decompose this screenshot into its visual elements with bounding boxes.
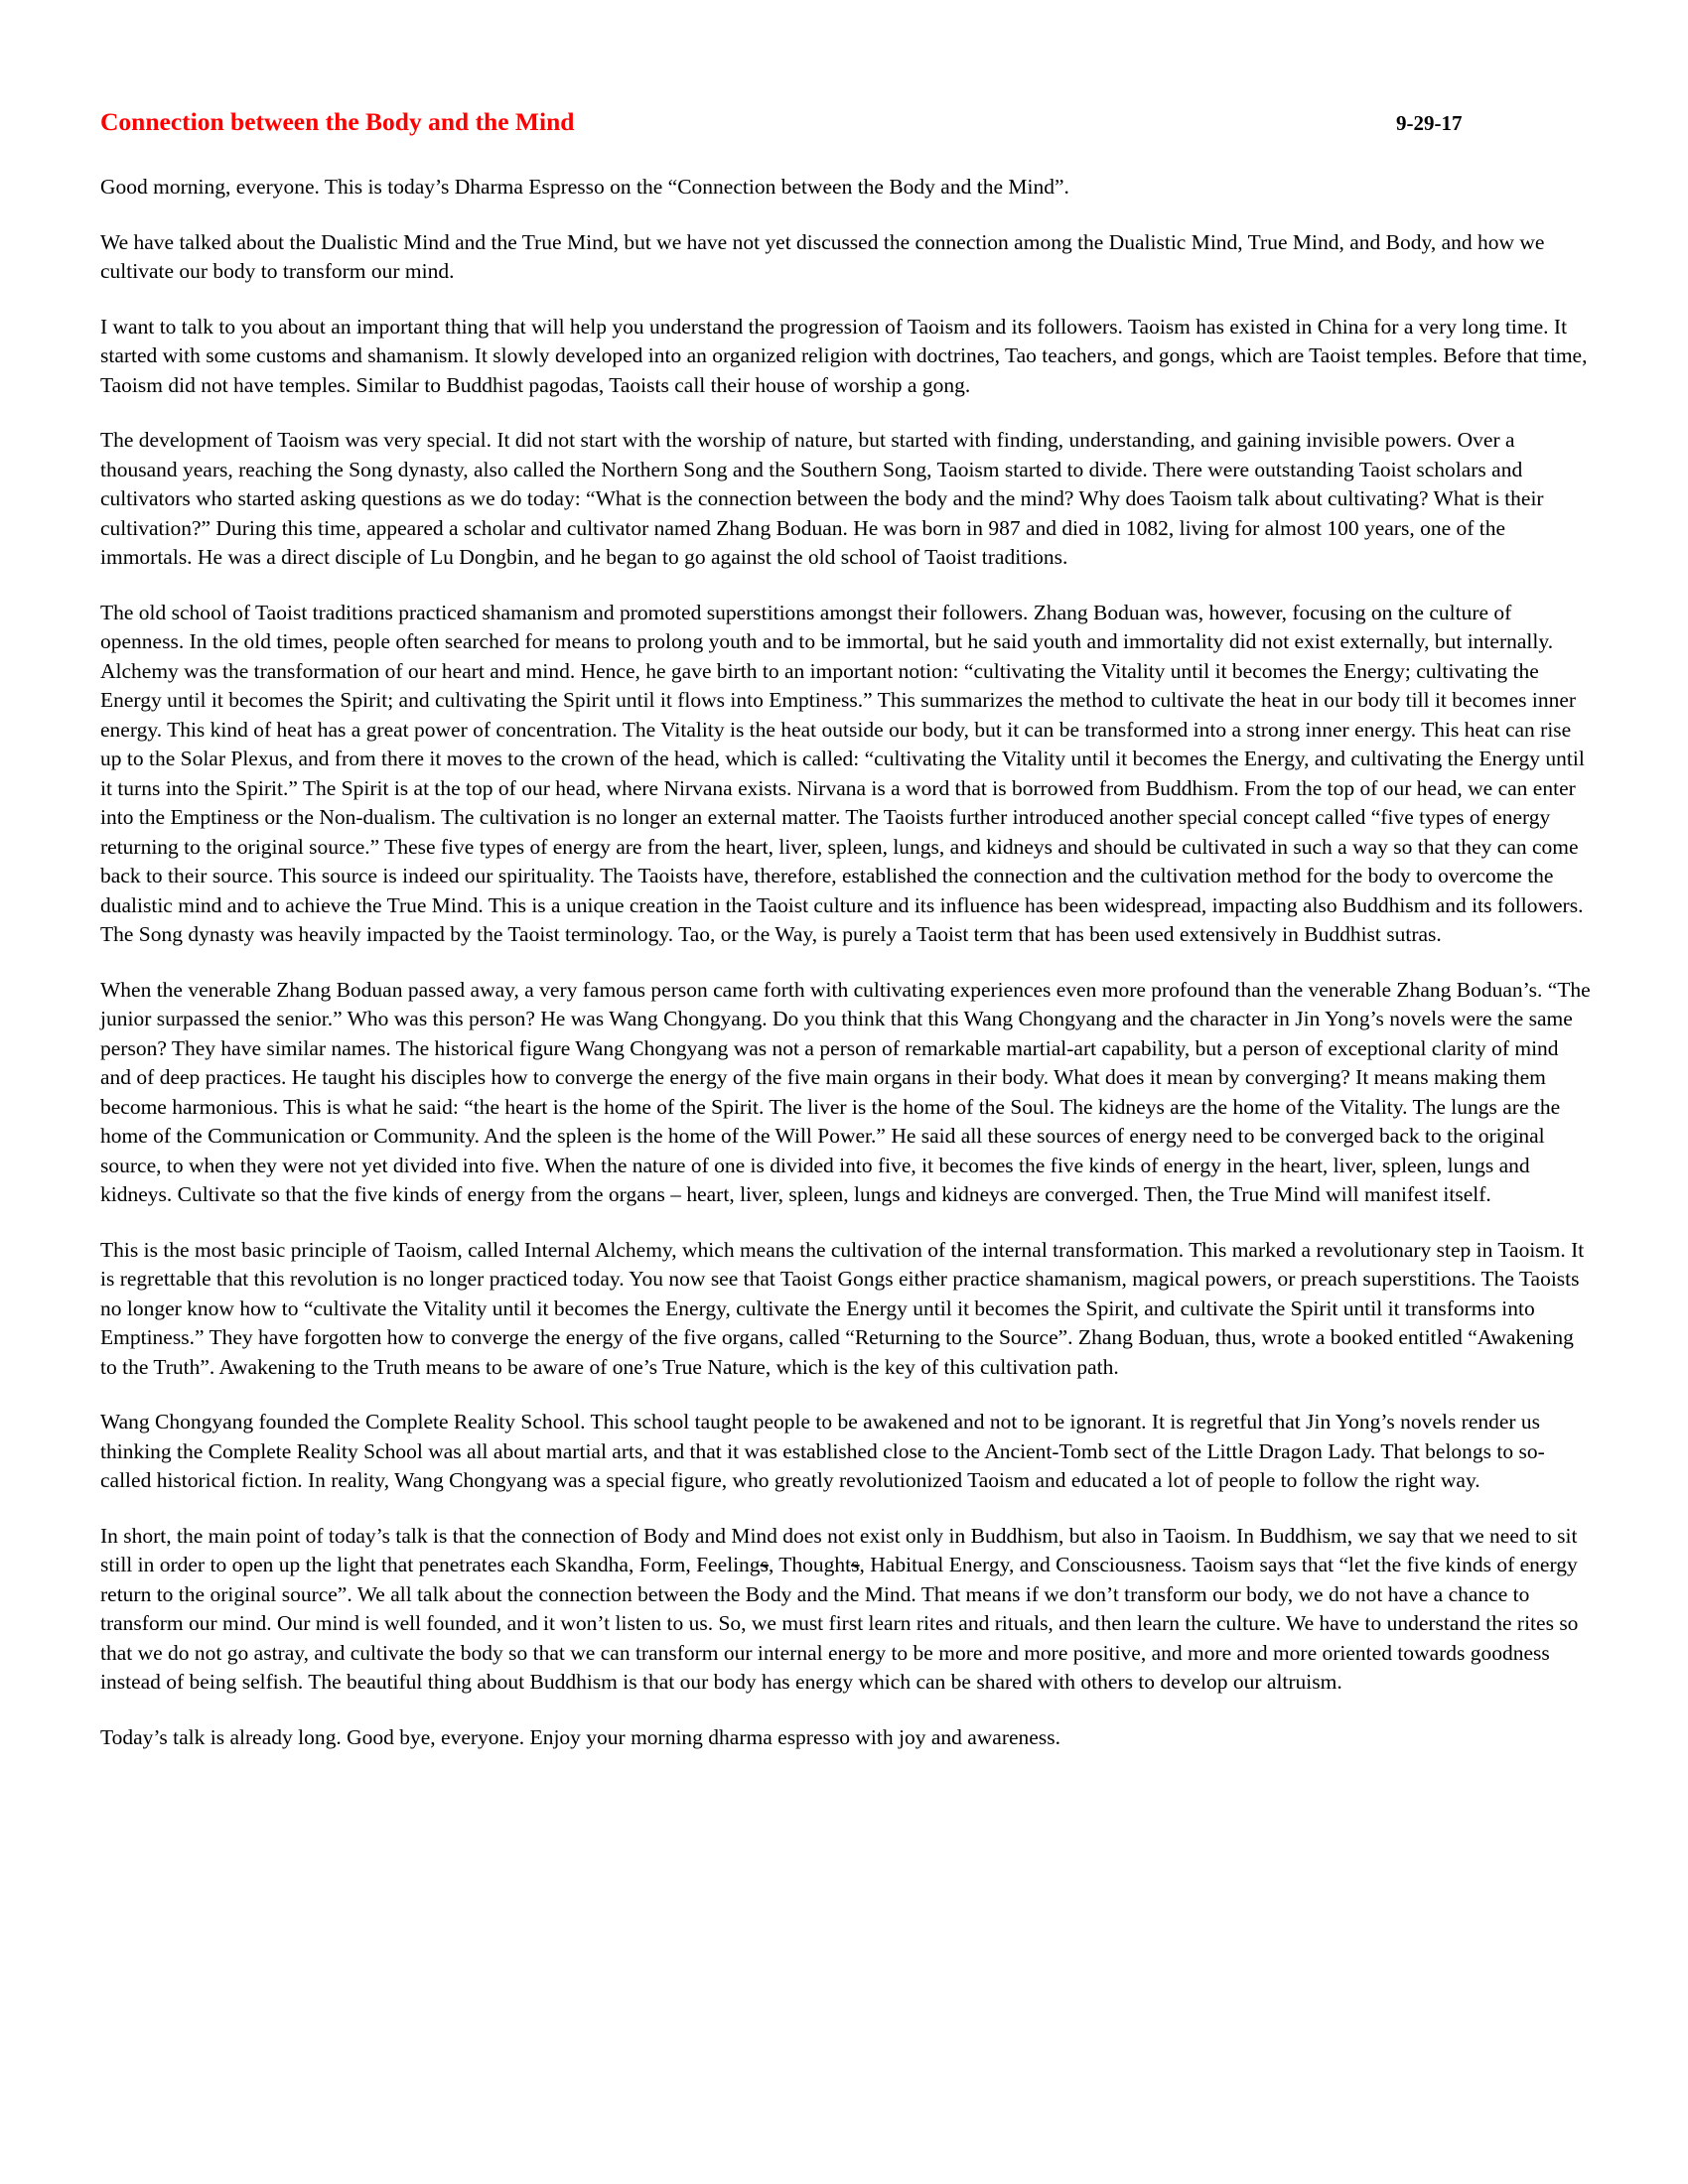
- struck-letter-thoughts: s: [851, 1553, 860, 1576]
- paragraph-greeting: Good morning, everyone. This is today’s Dharma Espresso on the “Connection between the Body and the Mind”.: [100, 175, 1069, 199]
- paragraph-internal-alchemy: This is the most basic principle of Taoism, called Internal Alchemy, which means the cultivation of the internal transformation. This marked a revolutionary step in Taoism. It is regrettable that this revolution is no longer practiced today. You now see that Taoist Gongs either practice shamanism, magical powers, or preach superstitions. The Taoists no longer know how to “cultivate the Vitality until it becomes the Energy, cultivate the Energy until it becomes the Spirit, and cultivate the Spirit until it transforms into Emptiness.” They have forgotten how to converge the energy of the five organs, called “Returning to the Source”. Zhang Boduan, thus, wrote a booked entitled “Awakening to the Truth”. Awakening to the Truth means to be aware of one’s True Nature, which is the key of this cultivation path.: [100, 1237, 1585, 1379]
- summary-text-end: , Habitual Energy, and Consciousness. Taoism says that “let the five kinds of energy return to the original source”. We all talk about the connection between the Body and the Mind. That means if we don’t transform our body, we do not have a chance to transform our mind. Our mind is well founded, and it won’t listen to us. So, we must first learn rites and rituals, and then learn the culture. We have to understand the rites so that we do not go astray, and cultivate the body so that we can transform our internal energy to be more and more positive, and more and more oriented towards goodness instead of being selfish. The beautiful thing about Buddhism is that our body has energy which can be shared with others to develop our altruism.: [100, 1553, 1579, 1694]
- document-title: Connection between the Body and the Mind: [100, 107, 575, 136]
- document-header: [100, 107, 1593, 147]
- paragraph-complete-reality-school: Wang Chongyang founded the Complete Reality School. This school taught people to be awakened and not to be ignorant. It is regretful that Jin Yong’s novels render us thinking the Complete Reality School was all about martial arts, and that it was established close to the Ancient-Tomb sect of the Little Dragon Lady. That belongs to so-called historical fiction. In reality, Wang Chongyang was a special figure, who greatly revolutionized Taoism and educated a lot of people to follow the right way.: [100, 1410, 1545, 1492]
- paragraph-taoism-history: I want to talk to you about an important thing that will help you understand the progression of Taoism and its followers. Taoism has existed in China for a very long time. It started with some customs and shamanism. It slowly developed into an organized religion with doctrines, Tao teachers, and gongs, which are Taoist temples. Before that time, Taoism did not have temples. Similar to Buddhist pagodas, Taoists call their house of worship a gong.: [100, 314, 1588, 397]
- paragraph-closing: Today’s talk is already long. Good bye, everyone. Enjoy your morning dharma espresso with joy and awareness.: [100, 1724, 1060, 1749]
- document-body: [100, 173, 1593, 1752]
- document-date: 9-29-17: [1396, 111, 1463, 135]
- paragraph-summary: [100, 1522, 1593, 1698]
- paragraph-dualistic-mind: We have talked about the Dualistic Mind and the True Mind, but we have not yet discussed the connection among the Dualistic Mind, True Mind, and Body, and how we cultivate our body to transform our mind.: [100, 229, 1545, 283]
- summary-text-start: In short, the main point of today’s talk is that the connection of Body and Mind does not exist only in Buddhism, but also in Taoism. In Buddhism, we say that we need to sit still in order to open up the light that penetrates each Skandha, Form, Feeling: [100, 1523, 1578, 1576]
- paragraph-zhang-boduan: The old school of Taoist traditions practiced shamanism and promoted superstitions amongst their followers. Zhang Boduan was, however, focusing on the culture of openness. In the old times, people often searched for means to prolong youth and to be immortal, but he said youth and immortality did not exist externally, but internally. Alchemy was the transformation of our heart and mind. Hence, he gave birth to an important notion: “cultivating the Vitality until it becomes the Energy; cultivating the Energy until it becomes the Spirit; and cultivating the Spirit until it flows into Emptiness.” This summarizes the method to cultivate the heat in our body till it becomes inner energy. This kind of heat has a great power of concentration. The Vitality is the heat outside our body, but it can be transformed into a strong inner energy. This heat can rise up to the Solar Plexus, and from there it moves to the crown of the head, which is called: “cultivating the Vitality until it becomes the Energy, and cultivating the Energy until it turns into the Spirit.” The Spirit is at the top of our head, where Nirvana exists. Nirvana is a word that is borrowed from Buddhism. From the top of our head, we can enter into the Emptiness or the Non-dualism. The cultivation is no longer an external matter. The Taoists further introduced another special concept called “five types of energy returning to the original source.” These five types of energy are from the heart, liver, spleen, lungs, and kidneys and should be cultivated in such a way so that they can come back to their source. This source is indeed our spirituality. The Taoists have, therefore, established the connection and the cultivation method for the body to overcome the dualistic mind and to achieve the True Mind. This is a unique creation in the Taoist culture and its influence has been widespread, impacting also Buddhism and its followers. The Song dynasty was heavily impacted by the Taoist terminology. Tao, or the Way, is purely a Taoist term that has been used extensively in Buddhist sutras.: [100, 600, 1585, 946]
- struck-letter-feelings: s: [760, 1553, 769, 1576]
- summary-text-middle: , Thought: [768, 1553, 852, 1576]
- paragraph-taoism-development: The development of Taoism was very special. It did not start with the worship of nature, but started with finding, understanding, and gaining invisible powers. Over a thousand years, reaching the Song dynasty, also called the Northern Song and the Southern Song, Taoism started to divide. There were outstanding Taoist scholars and cultivators who started asking questions as we do today: “What is the connection between the body and the mind? Why does Taoism talk about cultivating? What is their cultivation?” During this time, appeared a scholar and cultivator named Zhang Boduan. He was born in 987 and died in 1082, living for almost 100 years, one of the immortals. He was a direct disciple of Lu Dongbin, and he began to go against the old school of Taoist traditions.: [100, 428, 1544, 569]
- paragraph-wang-chongyang: When the venerable Zhang Boduan passed away, a very famous person came forth with cultivating experiences even more profound than the venerable Zhang Boduan’s. “The junior surpassed the senior.” Who was this person? He was Wang Chongyang. Do you think that this Wang Chongyang and the character in Jin Yong’s novels were the same person? They have similar names. The historical figure Wang Chongyang was not a person of remarkable martial-art capability, but a person of exceptional clarity of mind and of deep practices. He taught his disciples how to converge the energy of the five main organs in their body. What does it mean by converging? It means making them become harmonious. This is what he said: “the heart is the home of the Spirit. The liver is the home of the Soul. The kidneys are the home of the Vitality. The lungs are the home of the Communication or Community. And the spleen is the home of the Will Power.” He said all these sources of energy need to be converged back to the original source, to when they were not yet divided into five. When the nature of one is divided into five, it becomes the five kinds of energy in the heart, liver, spleen, lungs and kidneys. Cultivate so that the five kinds of energy from the organs – heart, liver, spleen, lungs and kidneys are converged. Then, the True Mind will manifest itself.: [100, 977, 1591, 1206]
